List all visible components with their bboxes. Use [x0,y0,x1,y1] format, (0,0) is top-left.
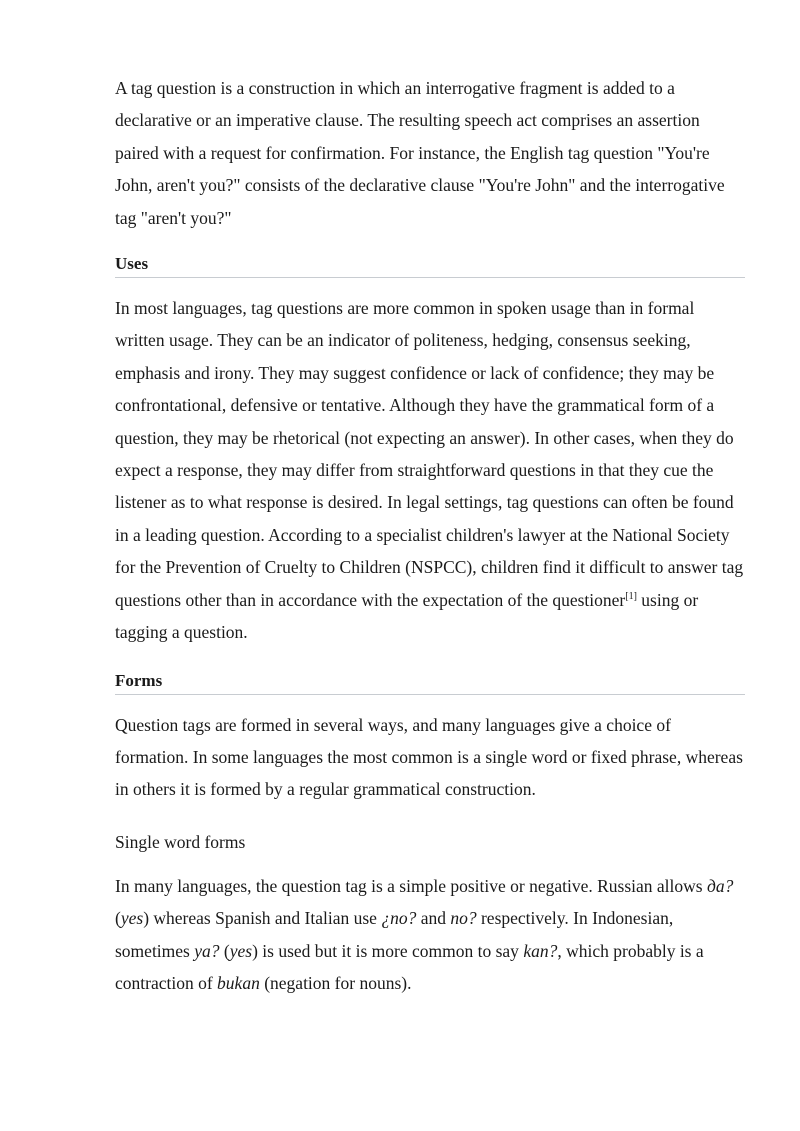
example-spanish-no: ¿no? [381,908,417,929]
article-body [115,72,745,1019]
gloss-yes: yes [120,908,144,929]
text-run: ( [115,908,121,929]
subsection-heading-single-word-forms: Single word forms [115,831,246,852]
example-indonesian-bukan: bukan [217,972,260,993]
text-run: In many languages, the question tag is a simple positive or negative. Russian allows [115,875,707,896]
citation-link[interactable]: [1] [625,590,637,602]
single-word-forms-paragraph [115,870,745,1000]
example-italian-no: no? [450,908,477,929]
uses-text: In most languages, tag questions are more common in spoken usage than in formal written usage. They can be an indicator of politeness, hedging, consensus seeking, emphasis and irony. They may suggest confidence or lack of confidence; they may be confrontational, defensive or tentative. Although they have the grammatical form of a question, they may be rhetorical (not expecting an answer). In other cases, when they do expect a response, they may differ from straightforward questions in that they cue the listener as to what response is desired. In legal settings, tag questions can often be found in a leading question. According to a specialist children's lawyer at the National Society for the Prevention of Cruelty to Children (NSPCC), children find it difficult to answer tag questions other than in accordance with the expectation of the questioner [115,298,744,610]
gloss-yes: yes [229,940,253,961]
text-run: and [416,908,451,929]
example-indonesian-kan: kan? [523,940,558,961]
text-run: (negation for nouns). [259,972,412,993]
uses-paragraph [115,292,745,648]
example-indonesian-ya: ya? [194,940,220,961]
section-heading-forms: Forms [115,669,745,695]
text-run: ( [219,940,230,961]
text-run: ) whereas Spanish and Italian use [143,908,382,929]
text-run: respectively. In Indonesian, sometimes [115,908,674,961]
intro-paragraph: A tag question is a construction in which an interrogative fragment is added to a declarative or an imperative clause. The resulting speech act comprises an assertion paired with a request for confirmation. For instance, the English tag question "You're John, aren't you?" consists of the declarative clause "You're John" and the interrogative tag "aren't you?" [115,78,725,228]
uses-text-tail: using or tagging a question. [115,589,699,643]
text-run: ) is used but it is more common to say [252,940,524,961]
example-russian-da: да? [706,875,734,896]
forms-paragraph: Question tags are formed in several ways, and many languages give a choice of formation. In some languages the most common is a single word or fixed phrase, whereas in others it is formed by a regular grammatical construction. [115,714,743,800]
section-heading-uses: Uses [115,252,745,278]
text-run: , which probably is a contraction of [115,940,704,993]
